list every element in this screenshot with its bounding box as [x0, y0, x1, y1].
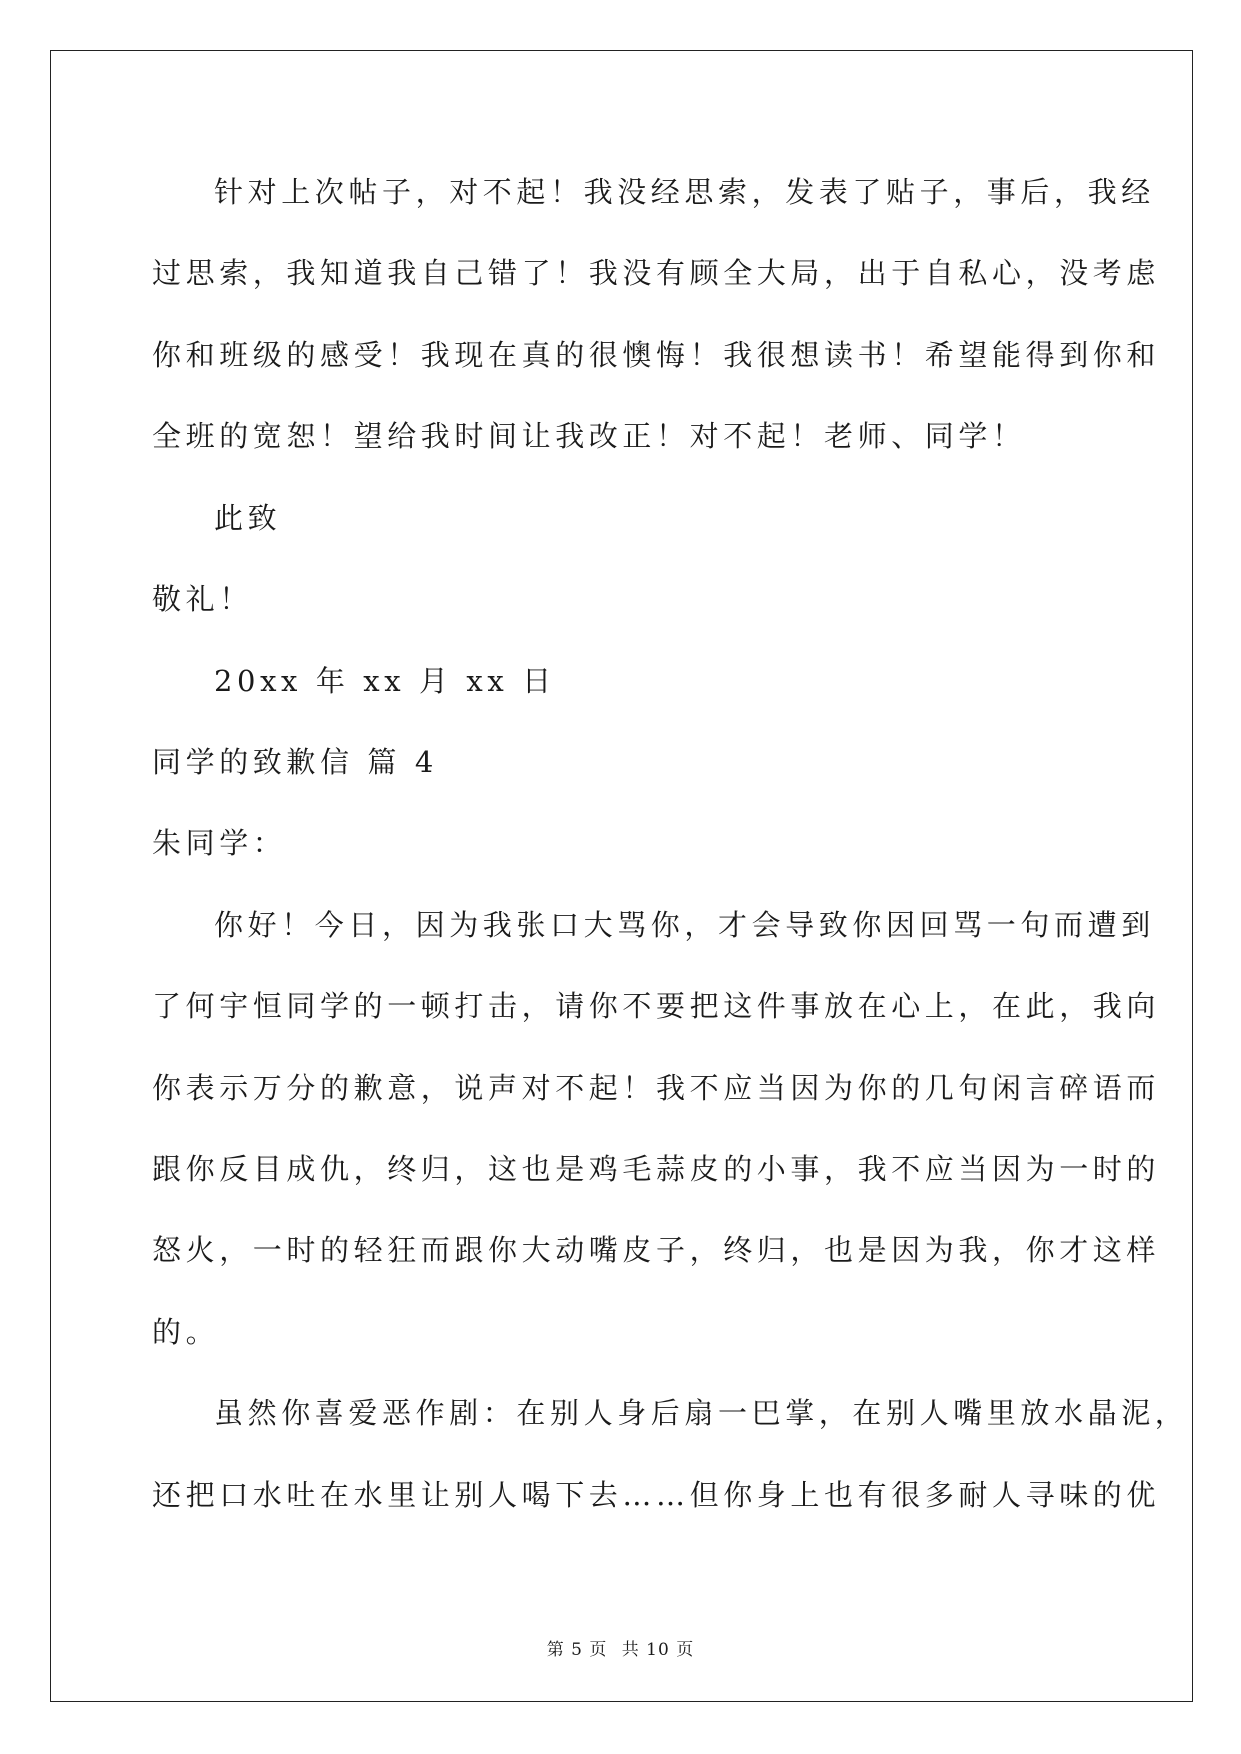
- page-number: 第 5 页: [546, 1640, 608, 1660]
- paragraph-line: 你好！今日，因为我张口大骂你，才会导致你因回骂一句而遭到: [214, 908, 1155, 942]
- paragraph-line: 还把口水吐在水里让别人喝下去……但你身上也有很多耐人寻味的优: [152, 1478, 1161, 1512]
- closing-salutation: 此致: [214, 501, 282, 535]
- paragraph-line: 跟你反目成仇，终归，这也是鸡毛蒜皮的小事，我不应当因为一时的: [152, 1152, 1161, 1186]
- paragraph-line: 你和班级的感受！我现在真的很懊悔！我很想读书！希望能得到你和: [152, 338, 1161, 372]
- paragraph-line: 你表示万分的歉意，说声对不起！我不应当因为你的几句闲言碎语而: [152, 1071, 1161, 1105]
- paragraph-line: 的。: [152, 1315, 220, 1349]
- paragraph-line: 了何宇恒同学的一顿打击，请你不要把这件事放在心上，在此，我向: [152, 989, 1161, 1023]
- page-footer: [0, 1635, 1241, 1660]
- paragraph-line: 怒火，一时的轻狂而跟你大动嘴皮子，终归，也是因为我，你才这样: [152, 1233, 1161, 1267]
- paragraph-line: 虽然你喜爱恶作剧：在别人身后扇一巴掌，在别人嘴里放水晶泥，: [214, 1396, 1189, 1430]
- closing-regards: 敬礼！: [152, 582, 253, 616]
- paragraph-line: 针对上次帖子，对不起！我没经思索，发表了贴子，事后，我经: [214, 175, 1155, 209]
- paragraph-line: 过思索，我知道我自己错了！我没有顾全大局，出于自私心，没考虑: [152, 256, 1161, 290]
- letter-date: 20xx 年 xx 月 xx 日: [214, 664, 556, 698]
- page-border: [50, 50, 1193, 1702]
- letter-greeting: 朱同学：: [152, 826, 287, 860]
- section-heading: 同学的致歉信 篇 4: [152, 745, 438, 779]
- page-total: 共 10 页: [621, 1640, 695, 1660]
- paragraph-line: 全班的宽恕！望给我时间让我改正！对不起！老师、同学！: [152, 419, 1026, 453]
